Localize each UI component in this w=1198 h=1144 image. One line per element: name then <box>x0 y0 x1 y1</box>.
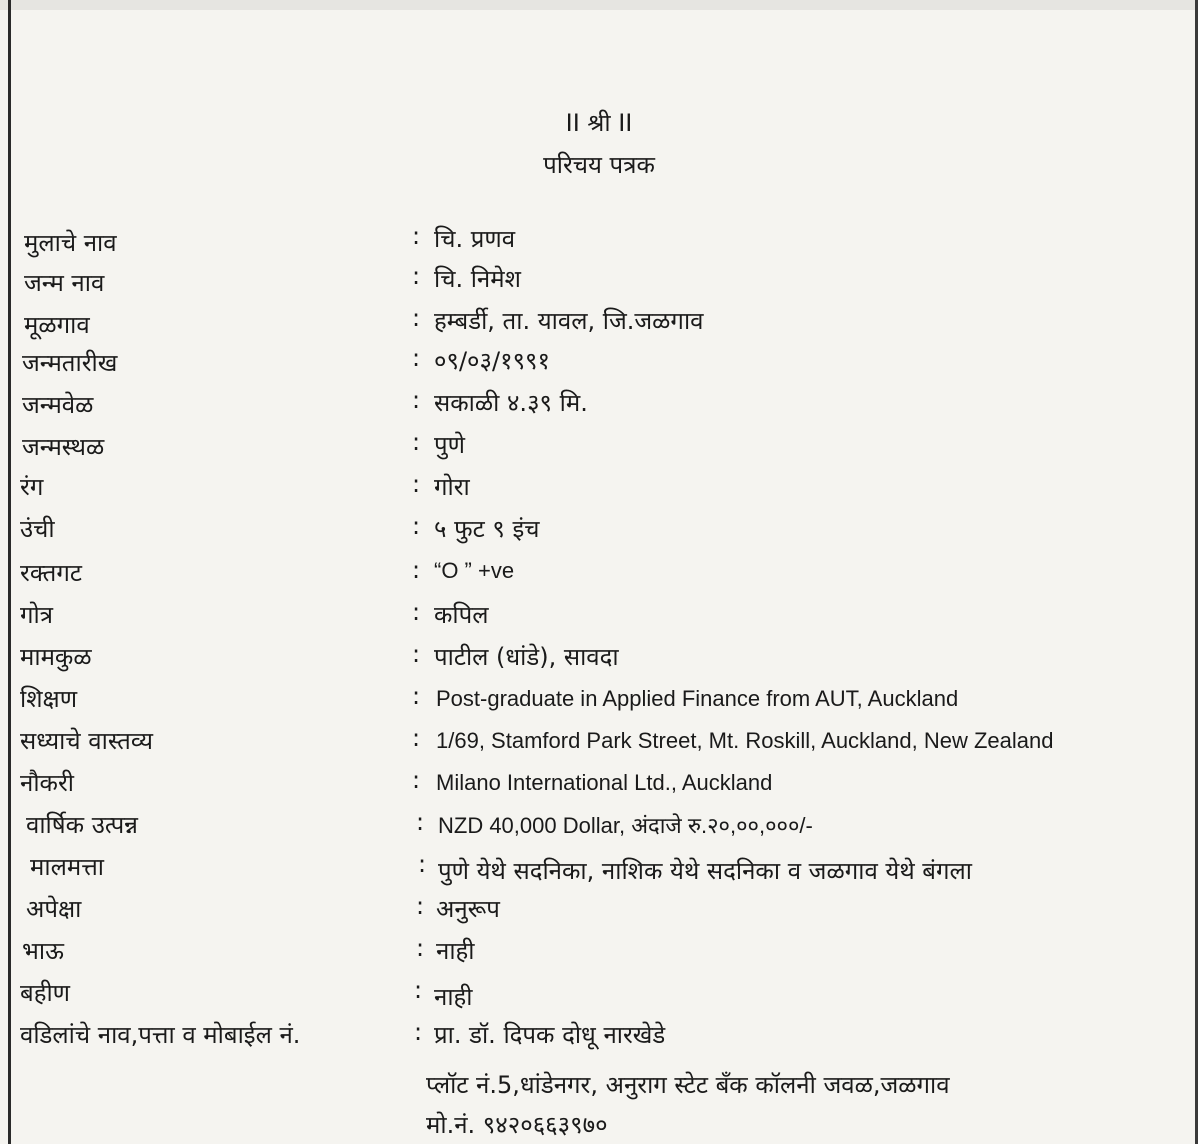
field-colon: : <box>414 1018 423 1046</box>
field-label: उंची <box>20 515 55 543</box>
field-colon: : <box>412 262 421 290</box>
field-value: 1/69, Stamford Park Street, Mt. Roskill, Auckland, New Zealand <box>436 728 1054 753</box>
field-label: मामकुळ <box>20 643 92 671</box>
field-value: चि. निमेश <box>434 265 521 293</box>
field-row <box>0 934 1198 974</box>
field-colon: : <box>412 428 421 456</box>
field-row <box>0 1018 1198 1058</box>
field-row <box>0 344 1198 384</box>
field-label: मुलाचे नाव <box>24 229 117 257</box>
field-label: जन्मस्थळ <box>22 433 105 461</box>
field-value: सकाळी ४.३९ मि. <box>434 389 588 417</box>
field-row <box>0 598 1198 638</box>
field-row <box>0 724 1198 764</box>
field-row <box>0 304 1198 344</box>
field-value: Milano International Ltd., Auckland <box>436 770 773 795</box>
field-colon: : <box>412 556 421 584</box>
field-label: मालमत्ता <box>30 853 104 881</box>
field-value: ५ फुट ९ इंच <box>434 515 540 543</box>
field-colon: : <box>412 344 421 372</box>
field-colon: : <box>412 640 421 668</box>
field-row <box>0 640 1198 680</box>
field-label: अपेक्षा <box>26 895 82 923</box>
field-label: रक्तगट <box>20 559 82 587</box>
field-value: प्रा. डॉ. दिपक दोधू नारखेडे <box>434 1021 666 1049</box>
field-colon: : <box>412 304 421 332</box>
field-row <box>0 556 1198 596</box>
field-colon: : <box>418 850 427 878</box>
field-row <box>0 262 1198 302</box>
paper-top-edge <box>0 0 1198 10</box>
field-label: गोत्र <box>20 601 53 629</box>
field-value: अनुरूप <box>436 895 500 923</box>
field-label: बहीण <box>20 979 71 1007</box>
field-row <box>0 808 1198 848</box>
field-colon: : <box>412 766 421 794</box>
field-value: हम्बर्डी, ता. यावल, जि.जळगाव <box>434 307 704 335</box>
field-colon: : <box>416 934 425 962</box>
field-colon: : <box>412 682 421 710</box>
field-colon: : <box>414 976 423 1004</box>
field-label: मूळगाव <box>24 311 90 339</box>
field-row <box>0 428 1198 468</box>
field-colon: : <box>416 808 425 836</box>
field-label: जन्मवेळ <box>22 391 94 419</box>
field-value: ०९/०३/१९९१ <box>434 347 551 375</box>
field-row <box>0 386 1198 426</box>
field-label: भाऊ <box>22 937 64 965</box>
field-label: वडिलांचे नाव,पत्ता व मोबाईल नं. <box>20 1021 301 1049</box>
field-label: जन्म नाव <box>24 269 105 297</box>
document-title: परिचय पत्रक <box>543 151 655 179</box>
field-label: सध्याचे वास्तव्य <box>20 727 153 755</box>
field-colon: : <box>412 386 421 414</box>
field-label: जन्मतारीख <box>22 349 118 377</box>
field-value: पुणे <box>434 431 465 459</box>
field-label: शिक्षण <box>20 685 78 713</box>
field-label: नौकरी <box>20 769 74 797</box>
field-value: नाही <box>436 937 475 965</box>
field-row <box>0 512 1198 552</box>
field-label: वार्षिक उत्पन्न <box>26 811 138 839</box>
field-colon: : <box>412 512 421 540</box>
invocation-shri: II श्री II <box>565 109 633 137</box>
field-colon: : <box>412 598 421 626</box>
field-value: NZD 40,000 Dollar, अंदाजे रु.२०,००,०००/- <box>438 813 813 838</box>
field-row <box>0 850 1198 890</box>
field-value: चि. प्रणव <box>434 225 516 253</box>
field-row <box>0 892 1198 932</box>
father-mobile: मो.नं. ९४२०६६३९७० <box>426 1111 608 1139</box>
field-colon: : <box>412 222 421 250</box>
field-value: कपिल <box>434 601 489 629</box>
father-address: प्लॉट नं.5,धांडेनगर, अनुराग स्टेट बँक कॉलनी जवळ,जळगाव <box>426 1071 950 1099</box>
field-row <box>0 976 1198 1016</box>
field-row <box>0 222 1198 262</box>
field-value: “O ” +ve <box>434 558 515 583</box>
field-value: Post-graduate in Applied Finance from AUT, Auckland <box>436 686 959 711</box>
field-row <box>0 470 1198 510</box>
field-row <box>0 766 1198 806</box>
field-colon: : <box>412 724 421 752</box>
field-value: पाटील (धांडे), सावदा <box>434 643 619 671</box>
field-colon: : <box>412 470 421 498</box>
field-value: नाही <box>434 983 473 1011</box>
field-label: रंग <box>20 473 44 501</box>
field-value: पुणे येथे सदनिका, नाशिक येथे सदनिका व जळगाव येथे बंगला <box>438 857 973 885</box>
field-value: गोरा <box>434 473 470 501</box>
field-row <box>0 682 1198 722</box>
field-colon: : <box>416 892 425 920</box>
